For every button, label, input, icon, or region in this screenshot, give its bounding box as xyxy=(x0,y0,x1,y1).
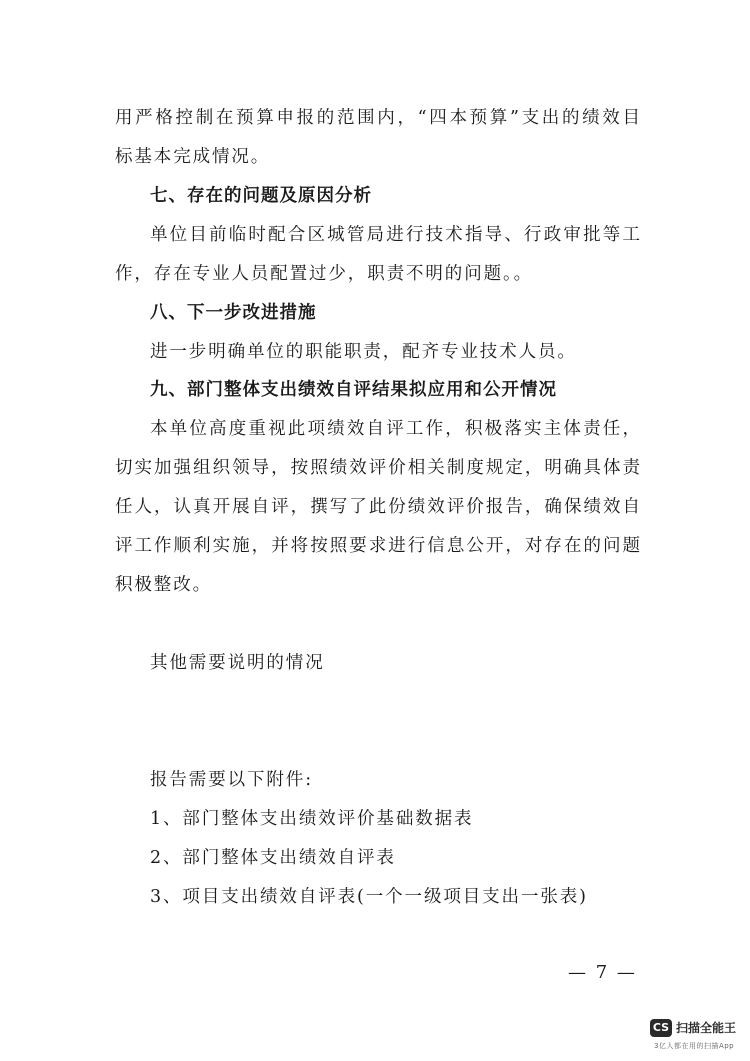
section-9-line-3: 任人，认真开展自评，撰写了此份绩效评价报告，确保绩效自 xyxy=(115,497,640,517)
attachment-item: 1、部门整体支出绩效评价基础数据表 xyxy=(150,809,474,829)
section-9-line-2: 切实加强组织领导，按照绩效评价相关制度规定，明确具体责 xyxy=(115,458,640,478)
scanner-watermark xyxy=(650,1017,746,1057)
camscanner-logo-icon: CS xyxy=(650,1019,672,1037)
section-7-line-2: 作，存在专业人员配置过少，职责不明的问题。。 xyxy=(115,264,534,284)
other-notes-heading: 其他需要说明的情况 xyxy=(150,653,325,673)
paragraph-1-line-1: 用严格控制在预算申报的范围内，“四本预算”支出的绩效目 xyxy=(115,108,640,128)
section-9-line-5: 积极整改。 xyxy=(115,575,212,595)
section-9-line-4: 评工作顺利实施，并将按照要求进行信息公开，对存在的问题 xyxy=(115,536,640,556)
paragraph-1-line-2: 标基本完成情况。 xyxy=(115,147,271,167)
attachment-item: 2、部门整体支出绩效自评表 xyxy=(150,848,396,868)
section-7-heading: 七、存在的问题及原因分析 xyxy=(150,186,372,206)
attachments-intro: 报告需要以下附件: xyxy=(150,770,313,790)
attachment-item: 3、项目支出绩效自评表(一个一级项目支出一张表) xyxy=(150,887,588,907)
section-8-heading: 八、下一步改进措施 xyxy=(150,303,317,323)
section-8-line-1: 进一步明确单位的职能职责，配齐专业技术人员。 xyxy=(150,342,577,362)
section-9-heading: 九、部门整体支出绩效自评结果拟应用和公开情况 xyxy=(150,380,557,400)
watermark-tagline: 3亿人都在用的扫描App xyxy=(654,1042,735,1050)
watermark-app-name: 扫描全能王 xyxy=(676,1021,737,1035)
section-9-line-1: 本单位高度重视此项绩效自评工作，积极落实主体责任， xyxy=(150,419,640,439)
page-number: — 7 — xyxy=(568,962,637,983)
section-7-line-1: 单位目前临时配合区城管局进行技术指导、行政审批等工 xyxy=(150,225,640,245)
